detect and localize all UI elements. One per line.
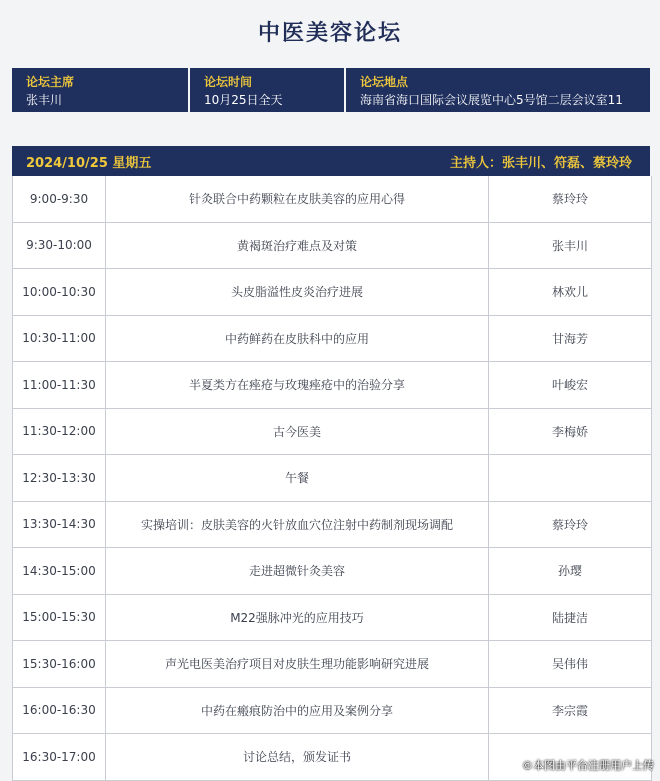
- time-cell: 11:00-11:30: [13, 362, 106, 408]
- page-title: 中医美容论坛: [257, 21, 402, 46]
- watermark: ©本图由平台注册用户上传: [522, 759, 654, 772]
- speaker-cell: 陆捷洁: [551, 610, 588, 625]
- table-row: [13, 223, 651, 270]
- topic-cell: 中药鲜药在皮肤科中的应用: [106, 316, 489, 362]
- time-cell: 10:00-10:30: [13, 269, 106, 315]
- time-cell: 9:00-9:30: [13, 176, 106, 222]
- speaker-cell: 蔡玲玲: [551, 192, 588, 207]
- time-value: 10月25日全天: [204, 93, 283, 107]
- topic-cell: 中药在瘢痕防治中的应用及案例分享: [106, 688, 489, 734]
- day-date: 2024/10/25 星期五: [26, 155, 152, 171]
- schedule-table: [12, 176, 652, 781]
- topic-cell: 走进超微针灸美容: [106, 548, 489, 594]
- topic-cell: 实操培训：皮肤美容的火针放血穴位注射中药制剂现场调配: [106, 502, 489, 548]
- table-row: [13, 362, 651, 409]
- speaker-cell: [489, 455, 651, 501]
- time-cell: 11:30-12:00: [13, 409, 106, 455]
- time-cell: 14:30-15:00: [13, 548, 106, 594]
- place-value: 海南省海口国际会议展览中心5号馆二层会议室11: [360, 93, 623, 107]
- place-label: 论坛地点: [360, 75, 409, 89]
- time-cell: 12:30-13:30: [13, 455, 106, 501]
- chair-cell: [12, 68, 190, 112]
- speaker-cell: 蔡玲玲: [551, 517, 588, 532]
- place-cell: [346, 68, 650, 112]
- topic-cell: 声光电医美治疗项目对皮肤生理功能影响研究进展: [106, 641, 489, 687]
- topic-cell: 头皮脂溢性皮炎治疗进展: [106, 269, 489, 315]
- speaker-cell: 李梅娇: [551, 424, 588, 439]
- time-cell: 10:30-11:00: [13, 316, 106, 362]
- topic-cell: M22强脉冲光的应用技巧: [106, 595, 489, 641]
- speaker-cell: 叶峻宏: [551, 378, 588, 393]
- topic-cell: 午餐: [106, 455, 489, 501]
- day-header: [12, 146, 650, 176]
- time-cell: 13:30-14:30: [13, 502, 106, 548]
- topic-cell: 讨论总结，颁发证书: [106, 734, 489, 780]
- topic-cell: 古今医美: [106, 409, 489, 455]
- topic-cell: 黄褐斑治疗难点及对策: [106, 223, 489, 269]
- time-cell: 15:00-15:30: [13, 595, 106, 641]
- table-row: [13, 641, 651, 688]
- topic-cell: 半夏类方在痤疮与玫瑰痤疮中的治验分享: [106, 362, 489, 408]
- time-cell: 16:00-16:30: [13, 688, 106, 734]
- table-row: [13, 548, 651, 595]
- topic-cell: 针灸联合中药颗粒在皮肤美容的应用心得: [106, 176, 489, 222]
- speaker-cell: 林欢儿: [551, 285, 588, 300]
- table-row: [13, 316, 651, 363]
- time-cell: 9:30-10:00: [13, 223, 106, 269]
- time-cell: [190, 68, 346, 112]
- day-hosts: 主持人：张丰川、符磊、蔡玲玲: [449, 155, 632, 171]
- speaker-cell: 甘海芳: [551, 331, 588, 346]
- table-row: [13, 269, 651, 316]
- speaker-cell: 吴伟伟: [551, 657, 588, 672]
- chair-label: 论坛主席: [26, 75, 75, 89]
- table-row: [13, 688, 651, 735]
- forum-info-bar: [12, 68, 650, 112]
- table-row: [13, 455, 651, 502]
- table-row: [13, 595, 651, 642]
- time-label: 论坛时间: [204, 75, 253, 89]
- time-cell: 15:30-16:00: [13, 641, 106, 687]
- table-row: [13, 502, 651, 549]
- speaker-cell: 李宗霞: [551, 703, 588, 718]
- table-row: [13, 409, 651, 456]
- time-cell: 16:30-17:00: [13, 734, 106, 780]
- speaker-cell: 孙璎: [557, 564, 582, 579]
- chair-value: 张丰川: [26, 93, 63, 107]
- speaker-cell: 张丰川: [551, 238, 588, 253]
- table-row: [13, 176, 651, 223]
